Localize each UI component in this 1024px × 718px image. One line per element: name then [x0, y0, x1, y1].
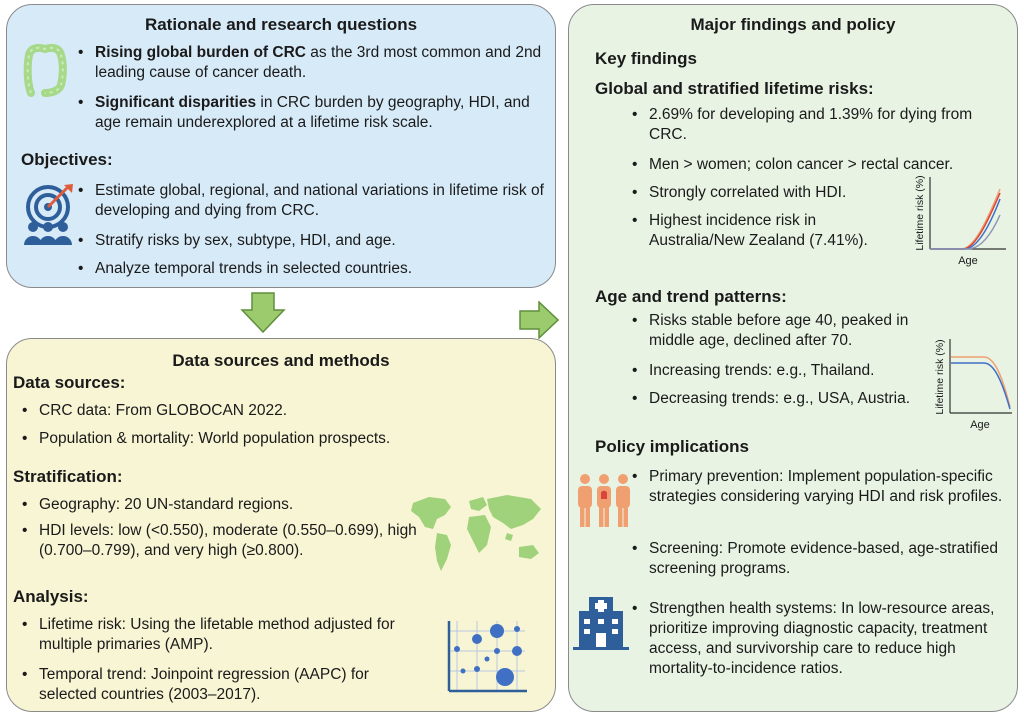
policy-item-3: • Strengthen health systems: In low-resource areas, prioritize improving diagnostic capacity, treatment access, and survivorship care to reduce high mortality-to-incidence ratios. — [649, 599, 1009, 679]
analysis-item-2: • Temporal trend: Joinpoint regression (AAPC) for selected countries (2003–2017). — [39, 665, 419, 705]
policy-item-2: • Screening: Promote evidence-based, age-stratified screening programs. — [649, 539, 1009, 579]
objectives-heading: Objectives: — [21, 150, 113, 169]
rationale-bullet-2-rest: in CRC burden by geography, HDI, and age remain underexplored at a lifetime risk scale. — [95, 94, 530, 131]
age-item-2: • Increasing trends: e.g., Thailand. — [649, 361, 939, 381]
global-risks-heading: Global and stratified lifetime risks: — [595, 79, 874, 98]
global-item-2: • Men > women; colon cancer > rectal cancer. — [649, 155, 1009, 175]
stratification-item-2: • HDI levels: low (<0.550), moderate (0.550–0.699), high (0.700–0.799), and very high (≥0.800). — [39, 521, 419, 561]
mini-chart-1-ylabel: Lifetime risk (%) — [914, 175, 926, 251]
rationale-bullet-2 — [95, 93, 545, 133]
mini-chart-1-xlabel: Age — [958, 255, 978, 267]
analysis-heading: Analysis: — [13, 587, 89, 606]
rationale-bullet-1-rest: as the 3rd most common and 2nd leading cause of cancer death. — [95, 44, 542, 81]
mini-chart-2-ylabel: Lifetime risk (%) — [934, 339, 946, 415]
global-item-3: • Strongly correlated with HDI. — [649, 183, 905, 203]
global-item-1: • 2.69% for developing and 1.39% for dying from CRC. — [649, 105, 985, 145]
objective-item-2: • Stratify risks by sex, subtype, HDI, and age. — [95, 231, 545, 251]
methods-title: Data sources and methods — [172, 351, 390, 370]
age-item-3: • Decreasing trends: e.g., USA, Austria. — [649, 389, 939, 409]
age-item-1: • Risks stable before age 40, peaked in middle age, declined after 70. — [649, 311, 939, 351]
findings-panel — [568, 4, 1018, 712]
stratification-item-1: • Geography: 20 UN-standard regions. — [39, 495, 419, 515]
age-trend-heading: Age and trend patterns: — [595, 287, 787, 306]
lifetime-risk-rising-chart — [912, 173, 1012, 267]
key-findings-heading: Key findings — [595, 49, 698, 68]
rationale-bullet-1-bold: Rising global burden of CRC — [95, 44, 306, 61]
hospital-icon — [573, 591, 629, 651]
data-source-item-2: • Population & mortality: World population prospects. — [39, 429, 539, 449]
right-arrow-icon — [519, 301, 559, 339]
policy-item-1: • Primary prevention: Implement population-specific strategies considering varying HDI and risk profiles. — [649, 467, 1009, 507]
objective-item-3: • Analyze temporal trends in selected countries. — [95, 259, 545, 279]
lifetime-risk-declining-chart — [932, 335, 1014, 431]
data-source-item-1: • CRC data: From GLOBOCAN 2022. — [39, 401, 539, 421]
methods-panel — [6, 338, 556, 712]
target-team-icon — [19, 183, 77, 245]
down-arrow-icon — [240, 292, 286, 334]
rationale-panel — [6, 4, 556, 288]
rationale-bullet-1 — [95, 43, 545, 83]
objective-item-1: • Estimate global, regional, and national variations in lifetime risk of developing and dying from CRC. — [95, 181, 545, 221]
rationale-bullet-2-bold: Significant disparities — [95, 94, 257, 111]
colon-icon — [21, 43, 69, 99]
global-item-4: • Highest incidence risk in Australia/New Zealand (7.41%). — [649, 211, 905, 251]
mini-chart-2-xlabel: Age — [970, 419, 990, 431]
policy-heading: Policy implications — [595, 437, 749, 456]
analysis-item-1: • Lifetime risk: Using the lifetable method adjusted for multiple primaries (AMP). — [39, 615, 419, 655]
bubble-chart-icon — [443, 615, 529, 697]
world-map-icon — [407, 489, 547, 581]
data-sources-heading: Data sources: — [13, 373, 126, 392]
stratification-heading: Stratification: — [13, 467, 123, 486]
population-icon — [575, 471, 633, 531]
findings-title: Major findings and policy — [690, 15, 896, 34]
rationale-title: Rationale and research questions — [144, 15, 418, 34]
